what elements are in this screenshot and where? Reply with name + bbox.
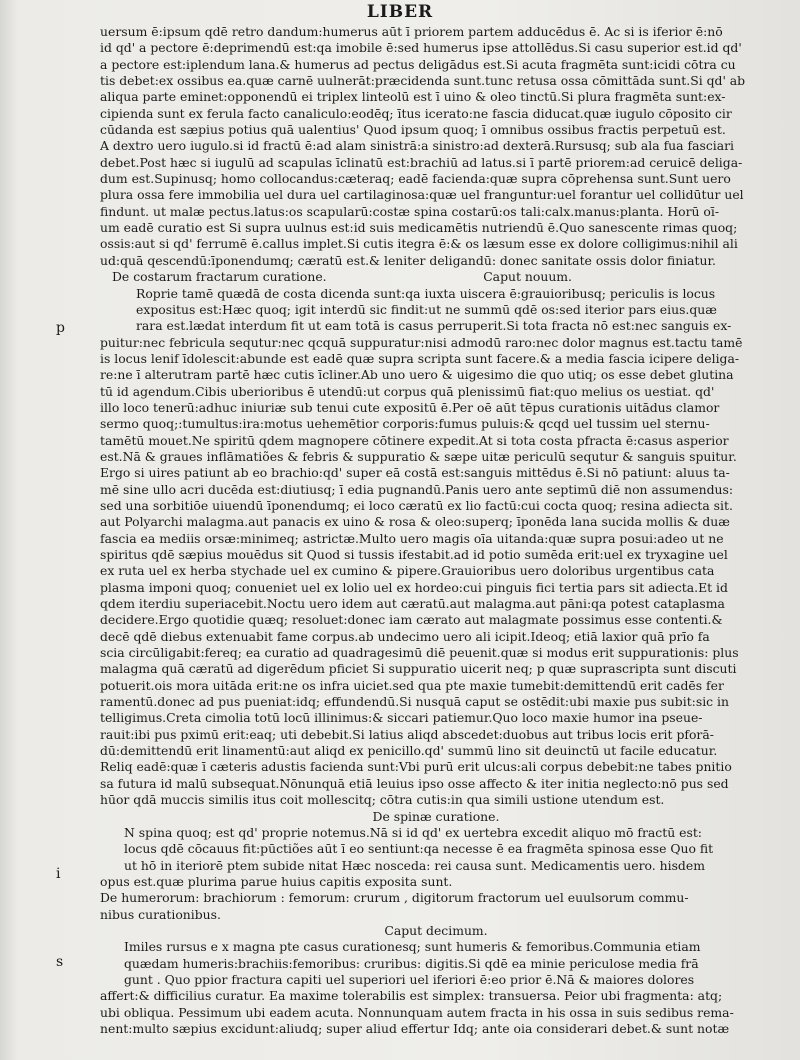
text-line: plura ossa fere immobilia uel dura uel cartilaginosa:quæ uel franguntur:uel forantur uel collidūtur uel bbox=[100, 187, 744, 203]
text-line: qdem iterdiu superiacebit.Noctu uero idem aut cæratū.aut malagma.aut pāni:qa potest cataplasma bbox=[100, 596, 725, 612]
caput-label-decimum: Caput decimum. bbox=[384, 922, 488, 938]
text-line: ossis:aut si qd' ferrumē ē.callus implet.Si cutis itegra ē:& os læsum esse ex dolore colligimus:nihil ali bbox=[100, 236, 738, 252]
text-line: Imiles rursus e x magna pte casus curationesq; sunt humeris & femoribus.Communia etiam bbox=[124, 939, 701, 955]
text-line: tamētū mouet.Ne spiritū qdem magnopere cōtinere expedit.At si tota costa pfracta ē:casus asperior bbox=[100, 432, 729, 448]
running-head: LIBER bbox=[366, 2, 434, 22]
text-line: ubi obliqua. Pessimum ubi eadem acuta. Nonnunquam autem fracta in his ossa in suis sedibus rema- bbox=[100, 1004, 734, 1020]
text-line: ud:quā qescendū:īponendumq; cæratū est.& leniter deligandū: donec sanitate ossis dolor finiatur. bbox=[100, 252, 716, 268]
text-line: affert:& difficilius curatur. Ea maxime tolerabilis est simplex: transuersa. Peior ubi fragmenta: atq; bbox=[100, 988, 723, 1004]
section-heading-costarum bbox=[100, 269, 772, 285]
text-line: tis debet:ex ossibus ea.quæ carnē uulnerāt:præcidenda sunt.tunc retusa ossa cōmittāda sunt.Si qd' ab bbox=[100, 73, 746, 89]
text-line: illo loco tenerū:adhuc iniuriæ sub tenui cute expositū ē.Per oē aūt tēpus curationis uitādus clamor bbox=[100, 399, 720, 415]
text-line: cipienda sunt ex ferula facto canaliculo:eodēq; ītus icerato:ne fascia diducat.quæ iugulo cōposito cir bbox=[100, 105, 732, 121]
text-line: gunt . Quo ppior fractura capiti uel superiori uel iferiori ē:eo prior ē.Nā & maiores dolores bbox=[124, 971, 695, 987]
text-line: um eadē curatio est Si supra uulnus est:id suis medicamētis nutriendū ē.Quo sanescente rimas quoq; bbox=[100, 220, 738, 236]
text-line: telligimus.Creta cimolia totū locū illinimus:& siccari patiemur.Quo loco maxie humor ina pseue- bbox=[100, 710, 703, 726]
text-line: malagma quā cæratū ad digerēdum pficiet Si suppuratio uicerit neq; p quæ suprascripta sunt discuti bbox=[100, 661, 737, 677]
text-line: re:ne ī alterutram partē hæc cutis īcliner.Ab uno uero & uigesimo die quo utiq; os esse debet glutina bbox=[100, 367, 734, 383]
text-line: est.Nā & graues inflāmatiões & febris & suppuratio & sæpe uitæ periculū sequtur & sanguis spuitur. bbox=[100, 448, 737, 464]
text-line: hūor qdā muccis similis itus coit mollescitq; cōtra cutis:in qua simili ustione utendum est. bbox=[100, 792, 665, 808]
text-line: sermo quoq;:tumultus:ira:motus uehemētior corporis:fumus puluis:& qcqd uel tussim uel sternu- bbox=[100, 416, 710, 432]
text-line: dum est.Supinusq; homo collocandus:cæteraq; eadē facienda:quæ supra cōprehensa sunt.Sunt uero bbox=[100, 171, 731, 187]
text-line: findunt. ut malæ pectus.latus:os scapularū:costæ spina costarū:os tali:calx.manus:planta. Horū oī- bbox=[100, 203, 720, 219]
text-line: A dextro uero iugulo.si id fractū ē:ad alam sinistrā:a sinistro:ad dexterā.Rursusq; sub ala fua fasciari bbox=[100, 138, 734, 154]
section-humerorum-text bbox=[100, 939, 772, 1037]
text-line: scia circūligabit:fereq; ea curatio ad quadragesimū diē peuenit.quæ si modus erit suppurationis: plus bbox=[100, 645, 739, 661]
text-line: ut hō in iteriorē ptem subide nitat Hæc nosceda: rei causa sunt. Medicamentis uero. hisdem bbox=[124, 857, 705, 873]
text-line: sa futura id malū subsequat.Nōnunquā etiā leuius ipso osse affecto & iter initia neglecto:nō pus sed bbox=[100, 775, 729, 791]
section-title-humerorum bbox=[100, 890, 772, 923]
text-line: dū:demittendū erit linamentū:aut aliqd ex penicillo.qd' summū lino sit deuinctū ut facile educatur. bbox=[100, 743, 718, 759]
text-line: spiritus qdē sæpius mouēdus sit Quod si tussis ifestabit.ad id potio sumēda erit:uel ex tryxagine uel bbox=[100, 547, 728, 562]
text-line: cūdanda est sæpius potius quā ualentius' Quod ipsum quoq; ī omnibus ossibus fractis perpetuū est. bbox=[100, 122, 726, 138]
text-line: puitur:nec febricula sequtur:nec qcquā suppuratur:nisi admodū raro:nec dolor magnus est.tactu tamē bbox=[100, 334, 743, 350]
guide-letter-p: p bbox=[56, 320, 65, 336]
text-line: id qd' a pectore ē:deprimendū est:qa imobile ē:sed humerus ipse attollēdus.Si casu superior est.id qd' bbox=[100, 40, 742, 56]
text-line: ex ruta uel ex herba stychade uel ex cumino & pipere.Grauioribus uero doloribus urgentibus cata bbox=[100, 563, 715, 579]
text-line: nent:multo sæpius excidunt:aliudq; super aliud effertur Idq; ante oia considerari debet.& sunt notæ bbox=[100, 1020, 730, 1036]
text-line: De humerorum: brachiorum : femorum: crurum , digitorum fractorum uel euulsorum commu- bbox=[100, 890, 689, 906]
text-line: Ergo si uires patiunt ab eo brachio:qd' super eā costā est:sanguis mittēdus ē.Si nō patiunt: aluus ta- bbox=[100, 465, 730, 481]
section-spinae-text bbox=[100, 825, 772, 890]
text-block bbox=[100, 24, 772, 1037]
text-line: decidere.Ergo quotidie quæq; resoluet:donec iam cærato aut malagmate possimus esse contenti.& bbox=[100, 612, 723, 628]
text-line: aut Polyarchi malagma.aut panacis ex uino & rosa & oleo:superq; īponēda lana sucida mollis & duæ bbox=[100, 514, 730, 530]
text-line: aliqua parte eminet:opponendū ei triplex linteolū est ī uino & oleo tinctū.Si plura fragmēta sunt:ex- bbox=[100, 89, 726, 105]
text-line: tū id agendum.Cibis uberioribus ē utendū:ut corpus quā plenissimū fiat:quo melius os uestiat. qd' bbox=[100, 383, 715, 399]
text-line: opus est.quæ plurima parue huius capitis exposita sunt. bbox=[100, 873, 453, 889]
text-line: potuerit.ois mora uitāda erit:ne os infra uiciet.sed qua pte maxie tumebit:demittendū erit cadēs fer bbox=[100, 677, 724, 693]
text-line: decē qdē diebus extenuabit fame corpus.ab undecimo uero ali icipit.Ideoq; etiā laxior quā prīo fa bbox=[100, 628, 710, 644]
section-costarum-text bbox=[100, 286, 772, 809]
text-line: expositus est:Hæc quoq; igit interdū sic findit:ut ne summū qdē os:sed iterior pars eius.quæ bbox=[136, 301, 717, 317]
text-line: ramentū.donec ad pus pueniat:idq; effundendū.Si nusquā caput se ostēdit:ubi maxie pus subit:sic in bbox=[100, 694, 730, 710]
text-line: Roprie tamē quædā de costa dicenda sunt:qa iuxta uiscera ē:grauioribusq; periculis is locus bbox=[136, 285, 716, 301]
text-line: rauit:ibi pus pximū erit:eaq; uti debebit.Si latius aliqd abscedet:duobus aut tribus locis erit pforā- bbox=[100, 726, 714, 742]
section-title-spinae: De spinæ curatione. bbox=[372, 808, 500, 824]
text-line: fascia ea mediis orsæ:minimeq; astrictæ.Multo uero magis oīa uitanda:quæ supra posui:adeo ut ne bbox=[100, 530, 724, 546]
text-line: rara est.lædat interdum fit ut eam totā is casus perruperit.Si tota fracta nō est:nec sanguis ex- bbox=[136, 318, 732, 334]
section-title: De costarum fractarum curatione. bbox=[112, 269, 327, 285]
text-line: nibus curationibus. bbox=[100, 906, 221, 922]
text-line: is locus lenif īdolescit:abunde est eadē quæ supra scripta sunt facere.& a media fascia icipere deliga- bbox=[100, 350, 740, 366]
text-line: mē sine ullo acri ducēda est:diutiusq; ī edia pugnandū.Panis uero ante septimū diē non assumendus: bbox=[100, 481, 734, 497]
section-iugulum-text bbox=[100, 24, 772, 269]
text-line: a pectore est:iplendum lana.& humerus ad pectus deligādus est.Si acuta fragmēta sunt:icidi cōtra cu bbox=[100, 56, 736, 72]
text-line: locus qdē cōcauus fit:pūctiões aūt ī eo sentiunt:qa necesse ē ea fragmēta spinosa esse Quo fit bbox=[124, 841, 714, 857]
text-line: debet.Post hæc si iugulū ad scapulas īclinatū est:brachiū ad latus.si ī partē priorem:ad ceruicē deliga- bbox=[100, 154, 743, 170]
guide-letter-i: i bbox=[56, 866, 61, 882]
text-line: Reliq eadē:quæ ī cæteris adustis facienda sunt:Vbi purū erit ulcus:ali corpus debebit:ne tabes pnitio bbox=[100, 759, 732, 775]
caput-label: Caput nouum. bbox=[483, 269, 572, 285]
text-line: quædam humeris:brachiis:femoribus: cruribus: digitis.Si qdē ea minie periculose media frā bbox=[124, 955, 699, 971]
text-line: plasma imponi quoq; conueniet uel ex lolio uel ex hordeo:cui pinguis fici tertia pars sit adiecta.Et id bbox=[100, 579, 728, 595]
guide-letter-s: s bbox=[56, 954, 64, 970]
text-line: N spina quoq; est qd' proprie notemus.Nā si id qd' ex uertebra excedit aliquo mō fractū est: bbox=[124, 824, 702, 840]
text-line: uersum ē:ipsum qdē retro dandum:humerus aūt ī priorem partem adducēdus ē. Ac si is iferior ē:nō bbox=[100, 24, 723, 39]
text-line: sed una sorbitiōe uiuendū īponendumq; ei loco cæratū ex lio factū:cui cocta quoq; resina adiecta sit. bbox=[100, 497, 733, 513]
